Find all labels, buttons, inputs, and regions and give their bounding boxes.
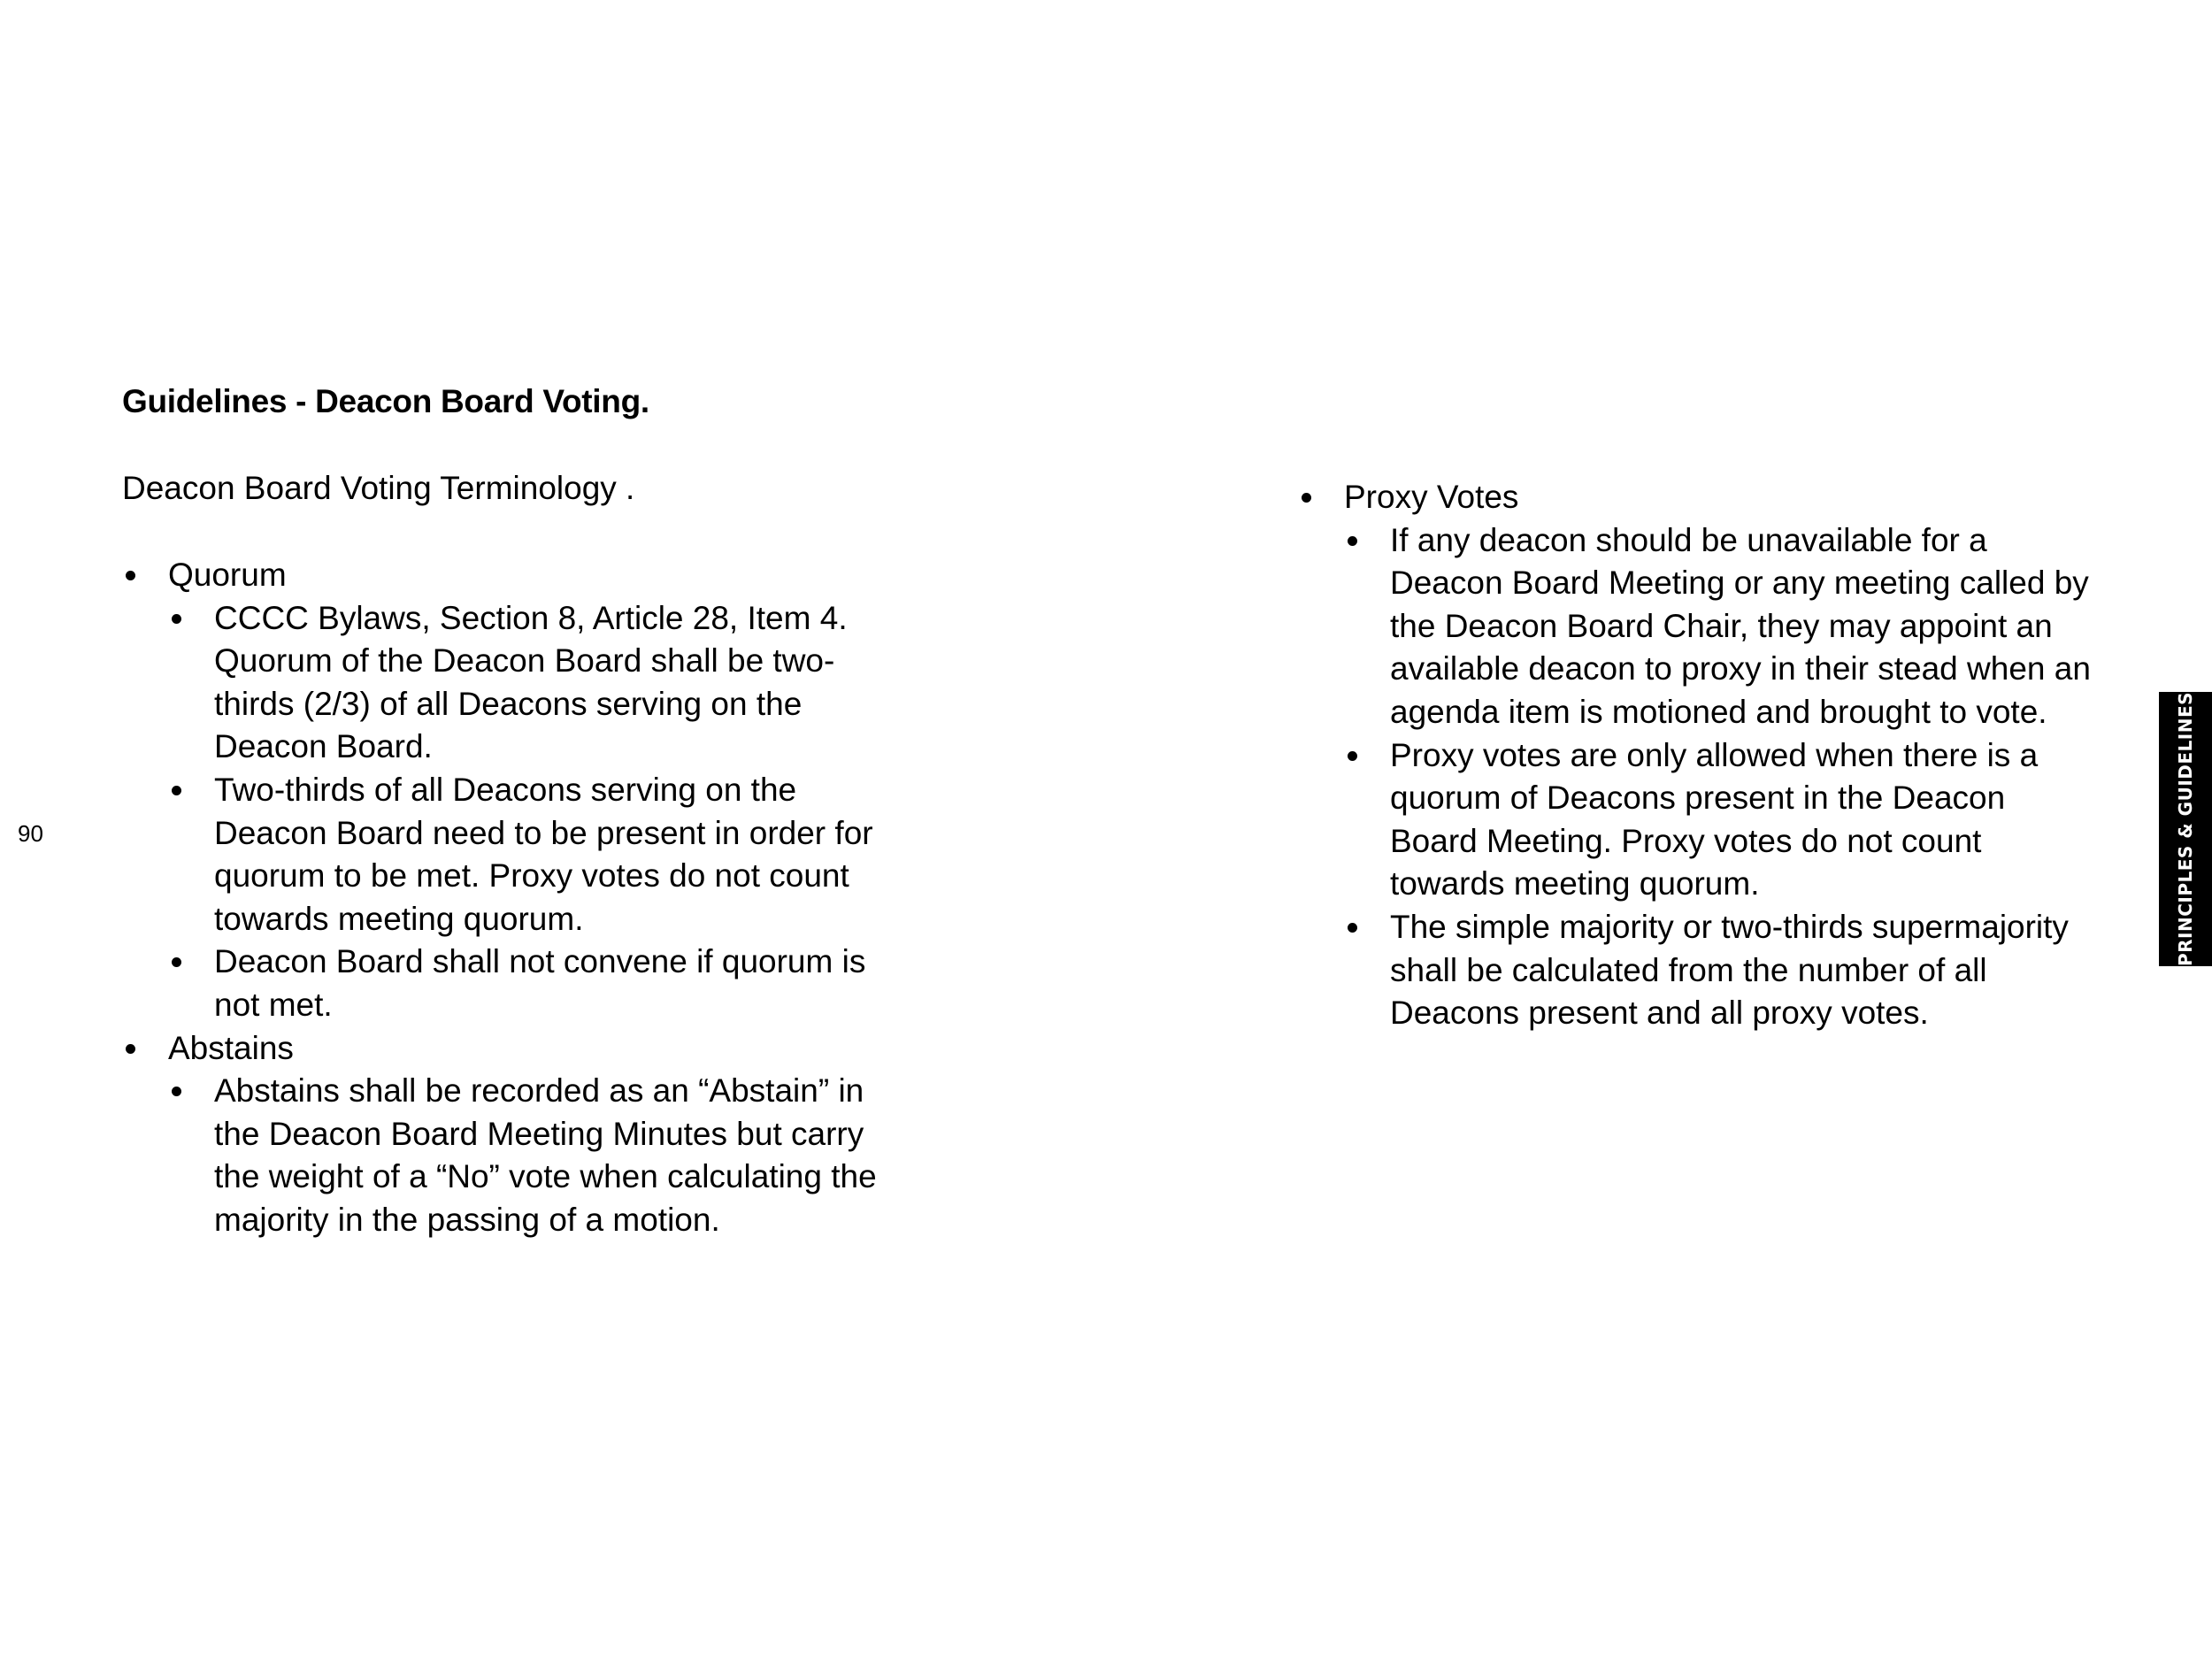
list-item bbox=[1344, 906, 2094, 1035]
proxy-votes-sublist bbox=[1344, 519, 2094, 1035]
section-label-quorum: Quorum bbox=[168, 557, 287, 593]
list-item-text: Proxy votes are only allowed when there is a quorum of Deacons present in the Deacon Board Meeting. Proxy votes do not count towards meeting quorum. bbox=[1390, 736, 2039, 902]
list-item-text: Abstains shall be recorded as an “Abstain” in the Deacon Board Meeting Minutes but carry the weight of a “No” vote when calculating the majority in the passing of a motion. bbox=[214, 1072, 877, 1238]
bullet-icon bbox=[172, 1087, 181, 1096]
proxy-list bbox=[1298, 476, 2094, 1035]
list-item bbox=[168, 941, 918, 1026]
list-item-text: If any deacon should be unavailable for a Deacon Board Meeting or any meeting called by the Deacon Board Chair, they may appoint an available deacon to proxy in their stead when an agenda item is motioned and brought to vote. bbox=[1390, 521, 2091, 730]
section-label-proxy-votes: Proxy Votes bbox=[1344, 479, 1519, 515]
list-item-quorum bbox=[122, 554, 918, 1027]
right-column bbox=[1298, 476, 2094, 1035]
list-item-abstains bbox=[122, 1027, 918, 1242]
page-number: 90 bbox=[18, 820, 43, 847]
page-title: Guidelines - Deacon Board Voting. bbox=[122, 383, 649, 419]
bullet-icon bbox=[1302, 493, 1311, 503]
bullet-icon bbox=[1348, 923, 1357, 933]
list-item-text: Deacon Board shall not convene if quorum is not met. bbox=[214, 943, 866, 1023]
list-item bbox=[1344, 734, 2094, 906]
terminology-list bbox=[122, 554, 918, 1242]
list-item bbox=[168, 1070, 918, 1241]
list-item bbox=[168, 769, 918, 941]
bullet-icon bbox=[1348, 536, 1357, 546]
page-subtitle: Deacon Board Voting Terminology . bbox=[122, 470, 635, 506]
left-column bbox=[122, 554, 918, 1242]
list-item bbox=[168, 597, 918, 769]
list-item-text: CCCC Bylaws, Section 8, Article 28, Item 4. Quorum of the Deacon Board shall be two-thirds (2/3) of all Deacons serving on the Deacon Board. bbox=[214, 599, 848, 765]
bullet-icon bbox=[1348, 751, 1357, 761]
list-item-text: Two-thirds of all Deacons serving on the Deacon Board need to be present in order for quorum to be met. Proxy votes do not count towards meeting quorum. bbox=[214, 771, 873, 937]
bullet-icon bbox=[126, 1044, 135, 1054]
bullet-icon bbox=[172, 786, 181, 795]
abstains-sublist bbox=[168, 1070, 918, 1241]
bullet-icon bbox=[126, 571, 135, 580]
quorum-sublist bbox=[168, 597, 918, 1027]
list-item bbox=[1344, 519, 2094, 734]
bullet-icon bbox=[172, 614, 181, 624]
list-item-text: The simple majority or two-thirds supermajority shall be calculated from the number of all Deacons present and all proxy votes. bbox=[1390, 908, 2069, 1032]
side-tab-label: PRINCIPLES & GUIDELINES bbox=[2175, 691, 2196, 967]
section-label-abstains: Abstains bbox=[168, 1029, 294, 1066]
list-item-proxy-votes bbox=[1298, 476, 2094, 1035]
bullet-icon bbox=[172, 957, 181, 967]
section-side-tab bbox=[2159, 692, 2212, 966]
